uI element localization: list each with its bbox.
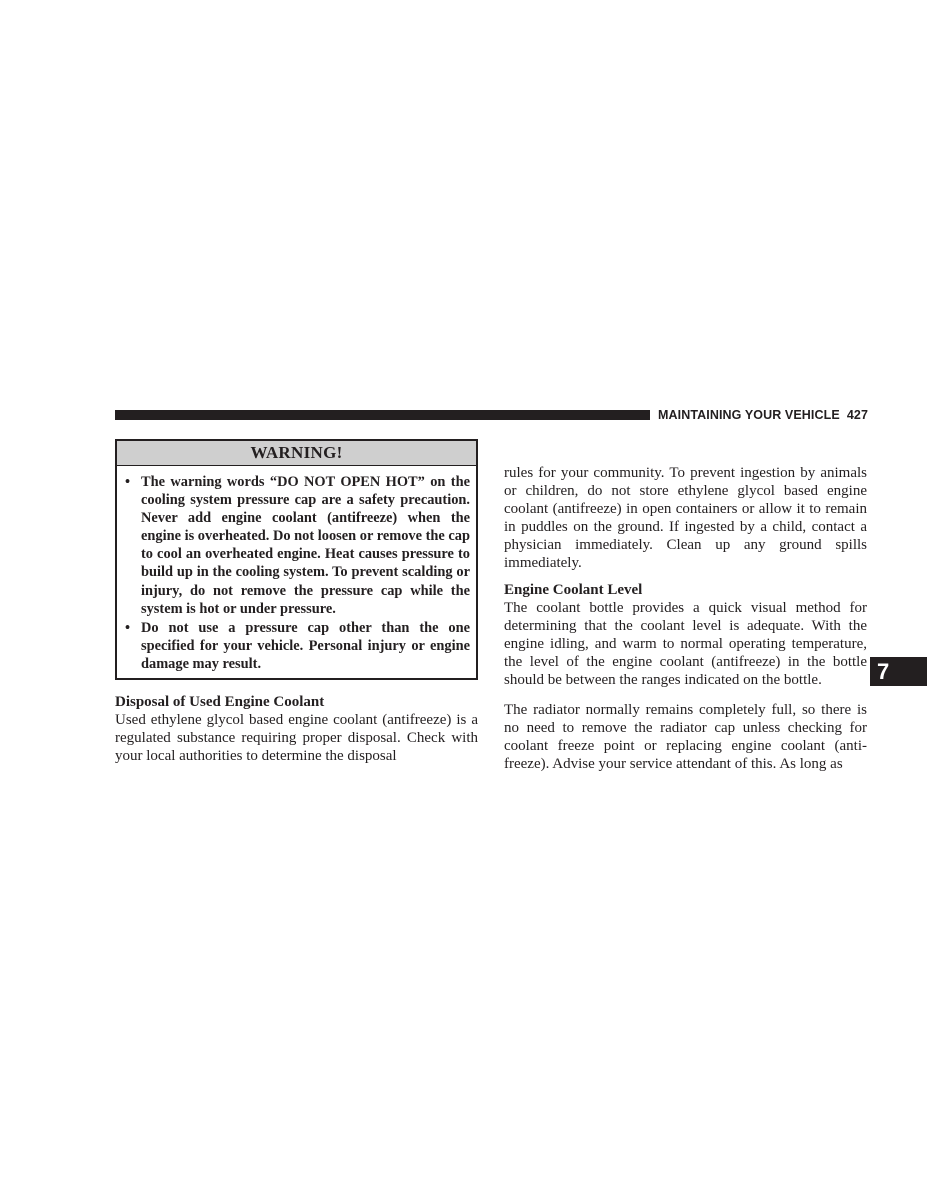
right-column <box>504 464 867 773</box>
bullet-icon: • <box>125 474 131 490</box>
chapter-tab: 7 <box>870 657 927 686</box>
disposal-body: Used ethylene glycol based engine coolant (antifreeze) is a regulated substance requiring proper disposal. Check with your local authorities to determine the disposal <box>115 712 478 765</box>
warning-item <box>123 619 470 673</box>
section-title: MAINTAINING YOUR VEHICLE <box>658 408 840 422</box>
warning-item-text: Do not use a pressure cap other than the one specified for your vehicle. Personal injury or engine damage may result. <box>141 619 470 672</box>
warning-item <box>123 473 470 618</box>
coolant-level-heading: Engine Coolant Level <box>504 581 643 598</box>
left-column <box>115 439 478 765</box>
coolant-level-paragraph: The coolant bottle provides a quick visual method for determining that the coolant level is adequate. With the engine idling, and warm to normal operating temperature, the level of the engine coolant (antifreeze) in the bottle should be between the ranges indicated on the bottle. <box>504 599 867 688</box>
warning-box <box>115 439 478 680</box>
warning-title: WARNING! <box>117 441 476 466</box>
bullet-icon: • <box>125 619 131 636</box>
radiator-paragraph: The radiator normally remains completely full, so there is no need to remove the radiator cap unless checking for coolant freeze point or replacing engine coolant (antifreeze). Advise your service attendant of this. As long as <box>504 702 867 773</box>
running-header <box>658 406 868 424</box>
disposal-body-continued: rules for your community. To prevent ingestion by animals or children, do not store ethylene glycol based engine coolant (antifreeze) in open containers or allow it to remain in puddles on the ground. If ingested by a child, contact a physician immediately. Clean up any ground spills immediately. <box>504 465 867 572</box>
page-number: 427 <box>846 408 868 422</box>
warning-item-text: The warning words “DO NOT OPEN HOT” on the cooling system pressure cap are a safety precaution. Never add engine coolant (antifreeze) when the engine is overheated. Do not loosen or remove the cap to cool an overheated engine. Heat causes pressure to build up in the cooling system. To prevent scalding or injury, do not remove the pressure cap while the system is hot or under pressure. <box>141 474 470 617</box>
disposal-heading: Disposal of Used Engine Coolant <box>115 694 325 711</box>
warning-list <box>117 466 476 678</box>
header-rule <box>115 410 650 420</box>
